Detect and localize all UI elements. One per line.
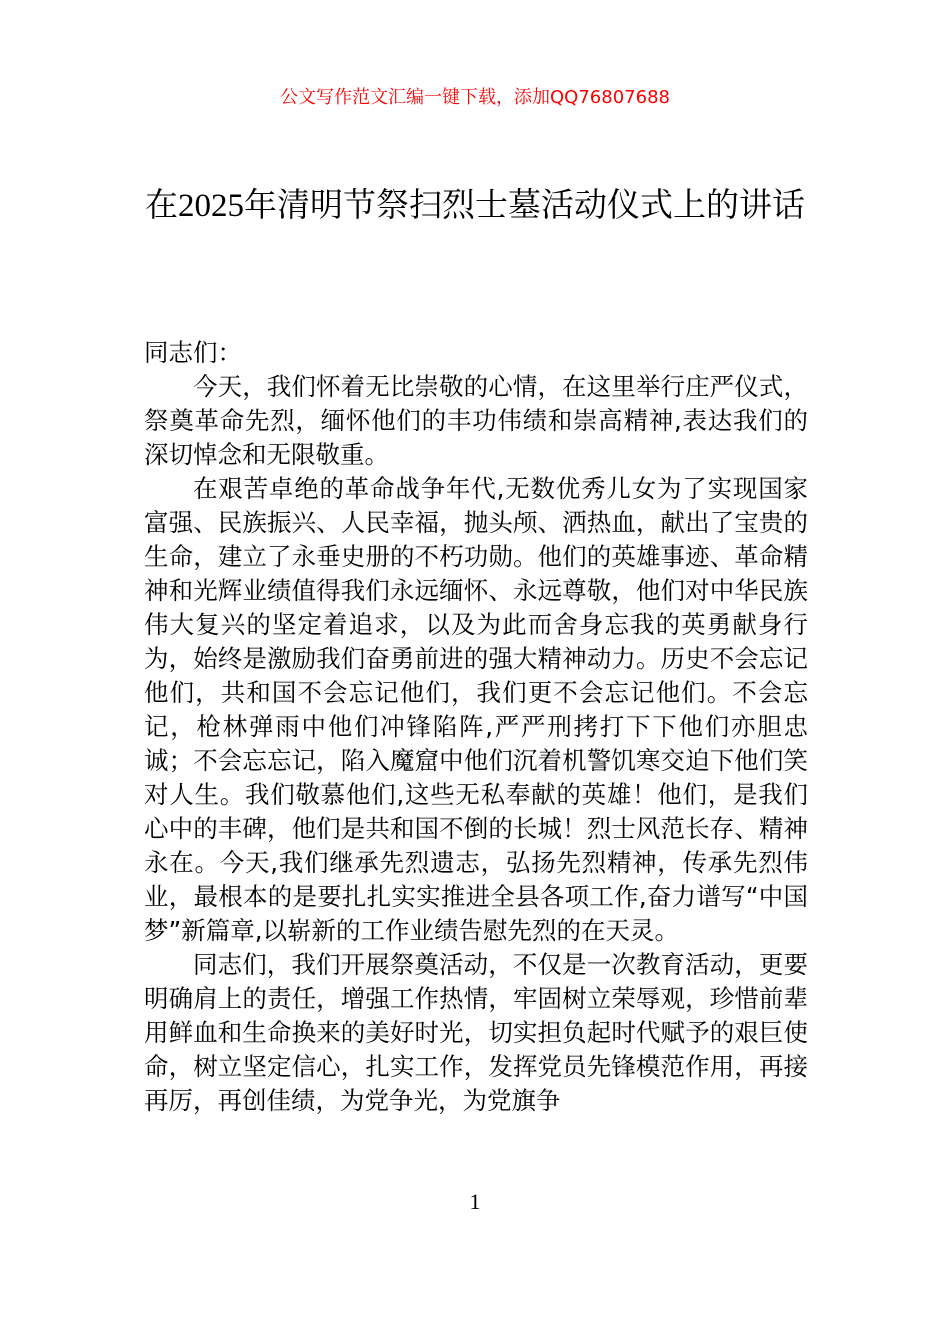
paragraph: 在艰苦卓绝的革命战争年代,无数优秀儿女为了实现国家富强、民族振兴、人民幸福，抛头颅、洒热血，献出了宝贵的生命，建立了永垂史册的不朽功勋。他们的英雄事迹、革命精神和光辉业绩值得我们永远缅怀、永远尊敬，他们对中华民族伟大复兴的坚定着追求，以及为此而舍身忘我的英勇献身行为，始终是激励我们奋勇前进的强大精神动力。历史不会忘记他们，共和国不会忘记他们，我们更不会忘记他们。不会忘记，枪林弹雨中他们冲锋陷阵,严严刑拷打下下他们亦胆忠诚；不会忘忘记，陷入魔窟中他们沉着机警饥寒交迫下他们笑对人生。我们敬慕他们,这些无私奉献的英雄！他们，是我们心中的丰碑，他们是共和国不倒的长城！烈士风范长存、精神永在。今天,我们继承先烈遗志，弘扬先烈精神，传承先烈伟业，最根本的是要扎扎实实推进全县各项工作,奋力谱写“中国梦”新篇章,以崭新的工作业绩告慰先烈的在天灵。: [144, 474, 808, 945]
header-note: 公文写作范文汇编一键下载，添加QQ76807688: [280, 87, 670, 108]
title-rest: 年清明节祭扫烈士墓活动仪式上的讲话: [244, 185, 805, 224]
title-prefix: 在: [145, 185, 178, 224]
paragraph: 同志们，我们开展祭奠活动，不仅是一次教育活动，更要明确肩上的责任，增强工作热情，牢固树立荣辱观，珍惜前辈用鲜血和生命换来的美好时光，切实担负起时代赋予的艰巨使命，树立坚定信心，扎实工作，发挥党员先锋模范作用，再接再厉，再创佳绩，为党争光，为党旗争: [144, 950, 808, 1115]
document-body: [144, 336, 808, 1118]
page-number: 1: [469, 1189, 481, 1214]
salutation: 同志们：: [144, 338, 242, 367]
title-year: 2025: [178, 188, 244, 224]
document-title: [140, 170, 810, 241]
paragraph: 今天，我们怀着无比崇敬的心情，在这里举行庄严仪式，祭奠革命先烈，缅怀他们的丰功伟绩和崇高精神,表达我们的深切悼念和无限敬重。: [144, 372, 808, 469]
